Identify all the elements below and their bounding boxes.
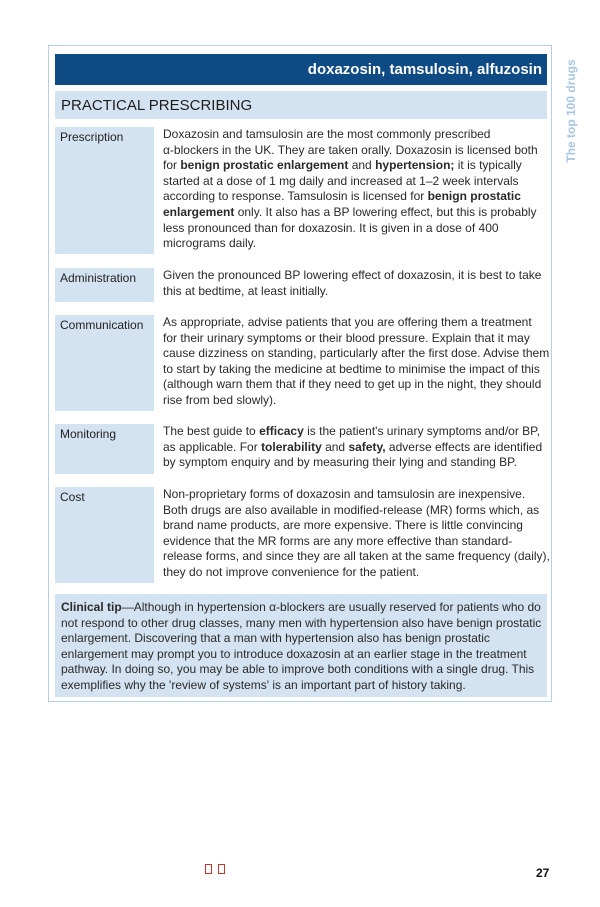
row-text (163, 315, 550, 409)
text-line (163, 534, 547, 550)
text-segment: rise from bed slowly). (163, 392, 277, 407)
text-segment: as applicable. For (163, 439, 262, 454)
text-segment: The best guide to (163, 424, 260, 438)
text-segment: micrograms daily. (163, 236, 257, 251)
text-segment: to start by taking the medicine at bedtime to minimise the impact of this (163, 361, 540, 376)
row-label: Monitoring (55, 424, 154, 474)
text-segment: by symptom enquiry and by measuring their lying and standing BP. (163, 455, 517, 470)
text-segment: Given the pronounced BP lowering effect of doxazosin, it is best to take (163, 268, 542, 282)
drug-title: doxazosin, tamsulosin, alfuzosin (307, 61, 542, 78)
bold-text: benign prostatic enlargement (180, 158, 349, 173)
bold-text: enlargement (163, 204, 235, 219)
row-label: Cost (55, 487, 154, 583)
text-segment: Doxazosin and tamsulosin are the most commonly prescribed (163, 127, 491, 141)
text-segment: for (163, 158, 181, 173)
bold-text: Clinical tip (61, 600, 122, 614)
text-line (163, 158, 547, 174)
text-line (61, 678, 542, 694)
section-header (55, 91, 547, 119)
bold-text: safety, (348, 439, 386, 454)
text-segment: exemplifies why the 'review of systems' is an important part of history taking. (61, 677, 466, 692)
text-segment: enlargement may prompt you to introduce doxazosin at an earlier stage in the treatment (61, 646, 527, 661)
text-line (163, 315, 547, 331)
text-line (163, 205, 547, 221)
row-text (163, 487, 550, 581)
text-line (163, 424, 547, 440)
row-text (163, 268, 547, 299)
text-segment: only. It also has a BP lowering effect, but this is probably (234, 204, 537, 219)
text-segment: As appropriate, advise patients that you are offering them a treatment (163, 315, 532, 329)
text-segment: brand name products, are more expensive. There is little convincing (163, 518, 523, 533)
section-title: PRACTICAL PRESCRIBING (61, 96, 253, 114)
text-line (163, 487, 547, 503)
row-label: Prescription (55, 127, 154, 254)
text-line (61, 631, 542, 647)
page-number: 27 (536, 866, 550, 880)
row-text (163, 127, 547, 252)
text-segment: adverse effects are identified (385, 439, 543, 454)
side-tab (558, 48, 584, 174)
text-segment: Both drugs are also available in modified-release (MR) forms which, as (163, 502, 540, 517)
text-segment: and (321, 439, 349, 454)
text-line (163, 236, 547, 252)
text-line (163, 440, 547, 456)
text-line (163, 268, 547, 284)
text-segment: started at a dose of 1 mg daily and increased at 1–2 week intervals (163, 173, 519, 188)
text-segment: release forms, and since they are all taken at the same frequency (daily), (163, 549, 550, 564)
text-segment: cause dizziness on standing, particularly after the first dose. Advise them (163, 346, 550, 361)
text-segment: is the patient's urinary symptoms and/or BP, (303, 424, 540, 438)
text-segment: pathway. In doing so, you may be able to improve both conditions with a single drug. This (61, 662, 535, 677)
text-segment: less pronounced than for doxazosin. It is given in a dose of 400 (163, 220, 499, 235)
bold-text: tolerability (261, 439, 322, 454)
text-segment: (although warn them that if they need to get up in the night, they should (163, 377, 542, 392)
text-line (163, 189, 547, 205)
text-line (163, 362, 547, 378)
row-label: Administration (55, 268, 154, 302)
text-line (163, 346, 550, 362)
text-line (163, 127, 547, 143)
text-line (163, 565, 547, 581)
text-segment: —Although in hypertension α-blockers are usually reserved for patients who do (121, 600, 541, 614)
placeholder-glyph (205, 864, 212, 874)
text-line (163, 331, 547, 347)
text-line (61, 662, 542, 678)
text-line (61, 600, 542, 616)
text-segment: it is typically (454, 158, 522, 173)
text-line (163, 284, 547, 300)
text-line (163, 503, 547, 519)
placeholder-glyphs (205, 864, 225, 874)
row-label: Communication (55, 315, 154, 411)
text-segment: and (348, 158, 376, 173)
bold-text: hypertension; (375, 158, 455, 173)
text-segment: not respond to other drug classes, many men with hypertension also have benign prostatic (61, 615, 542, 630)
text-line (163, 143, 547, 159)
text-segment: evidence that the MR forms are any more effective than standard- (163, 533, 513, 548)
text-segment: according to response. Tamsulosin is licensed for (163, 189, 428, 204)
text-segment: enlargement. Discovering that a man with hypertension also has benign prostatic (61, 631, 490, 646)
bold-text: efficacy (259, 424, 304, 438)
text-line (163, 518, 547, 534)
text-line (163, 393, 547, 409)
text-segment: Non-proprietary forms of doxazosin and tamsulosin are inexpensive. (163, 487, 526, 501)
text-segment: for their urinary symptoms or their blood pressure. Explain that it may (163, 330, 530, 345)
text-line (163, 174, 547, 190)
text-line (163, 221, 547, 237)
text-segment: they do not improve convenience for the patient. (163, 564, 420, 579)
placeholder-glyph (218, 864, 225, 874)
clinical-tip-box (55, 594, 547, 697)
text-line (61, 616, 542, 632)
side-tab-label: The top 100 drugs (564, 59, 578, 163)
row-text (163, 424, 547, 471)
text-line (61, 647, 542, 663)
text-line (163, 455, 547, 471)
text-segment: this at bedtime, at least initially. (163, 283, 329, 298)
text-segment: α-blockers in the UK. They are taken orally. Doxazosin is licensed both (163, 142, 538, 157)
text-line (163, 549, 550, 565)
drug-title-bar (55, 54, 547, 85)
bold-text: benign prostatic (427, 189, 521, 204)
text-line (163, 377, 547, 393)
